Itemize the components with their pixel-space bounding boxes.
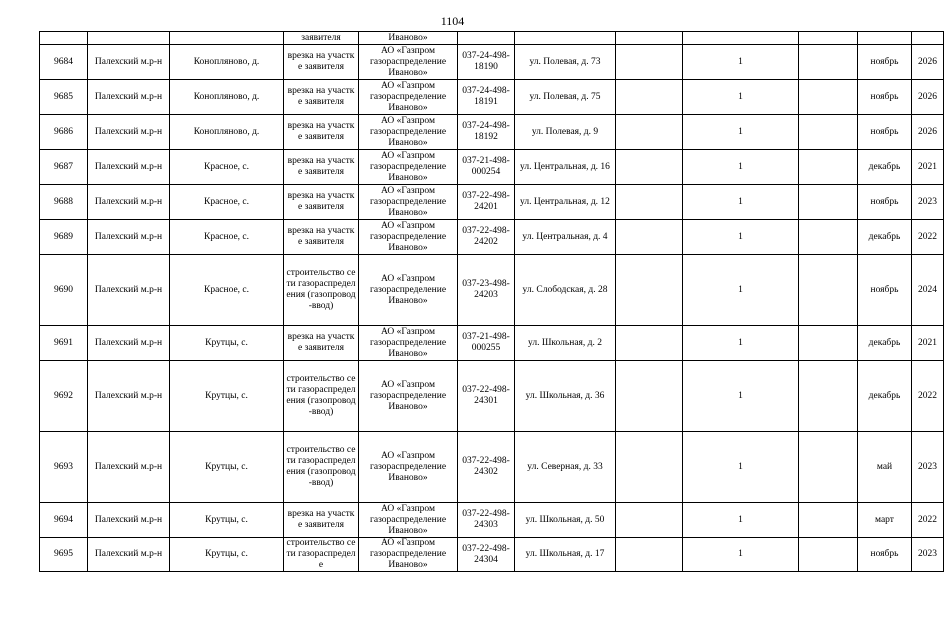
- cell-empty: [799, 32, 858, 45]
- cell-empty: [616, 220, 683, 255]
- cell-row-number: 9692: [40, 361, 88, 432]
- cell-application-code: 037-24-498-18191: [458, 80, 515, 115]
- cell-row-number: 9687: [40, 150, 88, 185]
- cell-application-code: 037-24-498-18192: [458, 115, 515, 150]
- cell-address: ул. Школьная, д. 2: [515, 326, 616, 361]
- cell-row-number: 9694: [40, 503, 88, 538]
- cell-locality: Конопляново, д.: [170, 80, 284, 115]
- cell-empty: [616, 185, 683, 220]
- cell-organization: АО «Газпром газораспределение Иваново»: [359, 45, 458, 80]
- cell-empty: [799, 326, 858, 361]
- cell-work-type: строительство сети газораспределения (газопровод-ввод): [284, 255, 359, 326]
- cell-district: Палехский м.р-н: [88, 503, 170, 538]
- cell-district: Палехский м.р-н: [88, 220, 170, 255]
- cell-application-code: 037-22-498-24303: [458, 503, 515, 538]
- cell-month: ноябрь: [858, 45, 912, 80]
- table-row: [40, 503, 944, 538]
- cell-count: 1: [683, 326, 799, 361]
- cell-organization: АО «Газпром газораспределение Иваново»: [359, 361, 458, 432]
- table-row: [40, 185, 944, 220]
- cell-work-type: строительство сети газораспределе: [284, 538, 359, 572]
- cell-district: Палехский м.р-н: [88, 80, 170, 115]
- cell-year: 2026: [912, 45, 944, 80]
- cell-empty: [858, 32, 912, 45]
- cell-row-number: 9695: [40, 538, 88, 572]
- table-row: [40, 361, 944, 432]
- cell-address: ул. Северная, д. 33: [515, 432, 616, 503]
- cell-application-code: 037-24-498-18190: [458, 45, 515, 80]
- cell-address: ул. Школьная, д. 36: [515, 361, 616, 432]
- cell-year: 2021: [912, 150, 944, 185]
- cell-organization: АО «Газпром газораспределение Иваново»: [359, 220, 458, 255]
- cell-month: ноябрь: [858, 185, 912, 220]
- cell-address: ул. Школьная, д. 50: [515, 503, 616, 538]
- cell-empty: [616, 432, 683, 503]
- cell-empty: [458, 32, 515, 45]
- cell-month: ноябрь: [858, 80, 912, 115]
- cell-count: 1: [683, 80, 799, 115]
- cell-organization: Иваново»: [359, 32, 458, 45]
- cell-empty: [616, 538, 683, 572]
- cell-year: 2023: [912, 538, 944, 572]
- cell-address: ул. Слободская, д. 28: [515, 255, 616, 326]
- cell-year: 2022: [912, 361, 944, 432]
- cell-application-code: 037-22-498-24302: [458, 432, 515, 503]
- cell-district: Палехский м.р-н: [88, 150, 170, 185]
- cell-work-type: строительство сети газораспределения (газопровод-ввод): [284, 361, 359, 432]
- cell-year: 2024: [912, 255, 944, 326]
- cell-year: 2023: [912, 185, 944, 220]
- cell-empty: [799, 538, 858, 572]
- cell-locality: Конопляново, д.: [170, 115, 284, 150]
- cell-count: 1: [683, 255, 799, 326]
- cell-district: Палехский м.р-н: [88, 45, 170, 80]
- cell-year: 2026: [912, 115, 944, 150]
- cell-month: декабрь: [858, 220, 912, 255]
- cell-empty: [799, 185, 858, 220]
- cell-locality: Красное, с.: [170, 150, 284, 185]
- cell-address: ул. Центральная, д. 16: [515, 150, 616, 185]
- cell-empty: [799, 220, 858, 255]
- cell-address: ул. Центральная, д. 12: [515, 185, 616, 220]
- table-row: [40, 150, 944, 185]
- cell-row-number: 9685: [40, 80, 88, 115]
- cell-empty: [616, 32, 683, 45]
- cell-address: ул. Полевая, д. 73: [515, 45, 616, 80]
- cell-count: 1: [683, 361, 799, 432]
- cell-empty: [40, 32, 88, 45]
- table-row: [40, 220, 944, 255]
- cell-count: 1: [683, 185, 799, 220]
- cell-address: ул. Центральная, д. 4: [515, 220, 616, 255]
- cell-locality: Крутцы, с.: [170, 432, 284, 503]
- cell-organization: АО «Газпром газораспределение Иваново»: [359, 538, 458, 572]
- cell-empty: [88, 32, 170, 45]
- cell-district: Палехский м.р-н: [88, 361, 170, 432]
- cell-work-type: врезка на участке заявителя: [284, 185, 359, 220]
- cell-organization: АО «Газпром газораспределение Иваново»: [359, 185, 458, 220]
- cell-month: декабрь: [858, 326, 912, 361]
- cell-empty: [616, 326, 683, 361]
- cell-locality: Красное, с.: [170, 220, 284, 255]
- cell-address: ул. Полевая, д. 75: [515, 80, 616, 115]
- cell-empty: [616, 255, 683, 326]
- cell-work-type: врезка на участке заявителя: [284, 220, 359, 255]
- cell-application-code: 037-22-498-24201: [458, 185, 515, 220]
- cell-empty: [683, 32, 799, 45]
- cell-district: Палехский м.р-н: [88, 115, 170, 150]
- cell-address: ул. Полевая, д. 9: [515, 115, 616, 150]
- cell-work-type: врезка на участке заявителя: [284, 150, 359, 185]
- cell-row-number: 9686: [40, 115, 88, 150]
- cell-empty: [799, 503, 858, 538]
- cell-month: ноябрь: [858, 115, 912, 150]
- cell-empty: [799, 150, 858, 185]
- cell-work-type: врезка на участке заявителя: [284, 326, 359, 361]
- cell-application-code: 037-22-498-24301: [458, 361, 515, 432]
- table-row: [40, 326, 944, 361]
- table-row: [40, 538, 944, 572]
- cell-organization: АО «Газпром газораспределение Иваново»: [359, 115, 458, 150]
- cell-month: ноябрь: [858, 538, 912, 572]
- cell-year: 2022: [912, 503, 944, 538]
- table-row-continued: [40, 32, 944, 45]
- cell-district: Палехский м.р-н: [88, 255, 170, 326]
- cell-year: 2023: [912, 432, 944, 503]
- table-row: [40, 432, 944, 503]
- cell-application-code: 037-21-498-000255: [458, 326, 515, 361]
- cell-work-type: врезка на участке заявителя: [284, 503, 359, 538]
- cell-empty: [616, 80, 683, 115]
- cell-count: 1: [683, 150, 799, 185]
- cell-row-number: 9689: [40, 220, 88, 255]
- cell-application-code: 037-22-498-24304: [458, 538, 515, 572]
- cell-empty: [799, 115, 858, 150]
- cell-empty: [616, 150, 683, 185]
- cell-year: 2026: [912, 80, 944, 115]
- cell-address: ул. Школьная, д. 17: [515, 538, 616, 572]
- cell-empty: [616, 115, 683, 150]
- cell-locality: Конопляново, д.: [170, 45, 284, 80]
- cell-empty: [912, 32, 944, 45]
- cell-month: декабрь: [858, 361, 912, 432]
- cell-row-number: 9691: [40, 326, 88, 361]
- cell-month: май: [858, 432, 912, 503]
- gas-connection-register-table: [39, 31, 944, 572]
- cell-application-code: 037-22-498-24202: [458, 220, 515, 255]
- cell-month: ноябрь: [858, 255, 912, 326]
- cell-empty: [799, 80, 858, 115]
- cell-count: 1: [683, 503, 799, 538]
- table-row: [40, 255, 944, 326]
- cell-work-type: заявителя: [284, 32, 359, 45]
- cell-empty: [515, 32, 616, 45]
- cell-organization: АО «Газпром газораспределение Иваново»: [359, 326, 458, 361]
- cell-organization: АО «Газпром газораспределение Иваново»: [359, 150, 458, 185]
- cell-organization: АО «Газпром газораспределение Иваново»: [359, 80, 458, 115]
- cell-month: март: [858, 503, 912, 538]
- cell-locality: Красное, с.: [170, 255, 284, 326]
- cell-work-type: строительство сети газораспределения (газопровод-ввод): [284, 432, 359, 503]
- cell-row-number: 9688: [40, 185, 88, 220]
- cell-organization: АО «Газпром газораспределение Иваново»: [359, 503, 458, 538]
- cell-count: 1: [683, 432, 799, 503]
- cell-empty: [616, 503, 683, 538]
- cell-row-number: 9690: [40, 255, 88, 326]
- cell-empty: [170, 32, 284, 45]
- cell-count: 1: [683, 220, 799, 255]
- cell-empty: [799, 361, 858, 432]
- page-number: 1104: [440, 14, 465, 28]
- cell-locality: Крутцы, с.: [170, 326, 284, 361]
- cell-locality: Красное, с.: [170, 185, 284, 220]
- cell-locality: Крутцы, с.: [170, 361, 284, 432]
- cell-row-number: 9684: [40, 45, 88, 80]
- cell-empty: [616, 45, 683, 80]
- cell-count: 1: [683, 115, 799, 150]
- cell-application-code: 037-21-498-000254: [458, 150, 515, 185]
- cell-year: 2022: [912, 220, 944, 255]
- cell-district: Палехский м.р-н: [88, 185, 170, 220]
- cell-work-type: врезка на участке заявителя: [284, 80, 359, 115]
- cell-application-code: 037-23-498-24203: [458, 255, 515, 326]
- cell-locality: Крутцы, с.: [170, 538, 284, 572]
- cell-locality: Крутцы, с.: [170, 503, 284, 538]
- table-row: [40, 80, 944, 115]
- cell-count: 1: [683, 45, 799, 80]
- cell-empty: [799, 45, 858, 80]
- cell-row-number: 9693: [40, 432, 88, 503]
- cell-district: Палехский м.р-н: [88, 538, 170, 572]
- cell-count: 1: [683, 538, 799, 572]
- cell-work-type: врезка на участке заявителя: [284, 45, 359, 80]
- table-row: [40, 45, 944, 80]
- cell-organization: АО «Газпром газораспределение Иваново»: [359, 432, 458, 503]
- cell-organization: АО «Газпром газораспределение Иваново»: [359, 255, 458, 326]
- cell-empty: [799, 255, 858, 326]
- cell-empty: [799, 432, 858, 503]
- cell-month: декабрь: [858, 150, 912, 185]
- cell-district: Палехский м.р-н: [88, 432, 170, 503]
- cell-district: Палехский м.р-н: [88, 326, 170, 361]
- table-row: [40, 115, 944, 150]
- cell-year: 2021: [912, 326, 944, 361]
- cell-work-type: врезка на участке заявителя: [284, 115, 359, 150]
- cell-empty: [616, 361, 683, 432]
